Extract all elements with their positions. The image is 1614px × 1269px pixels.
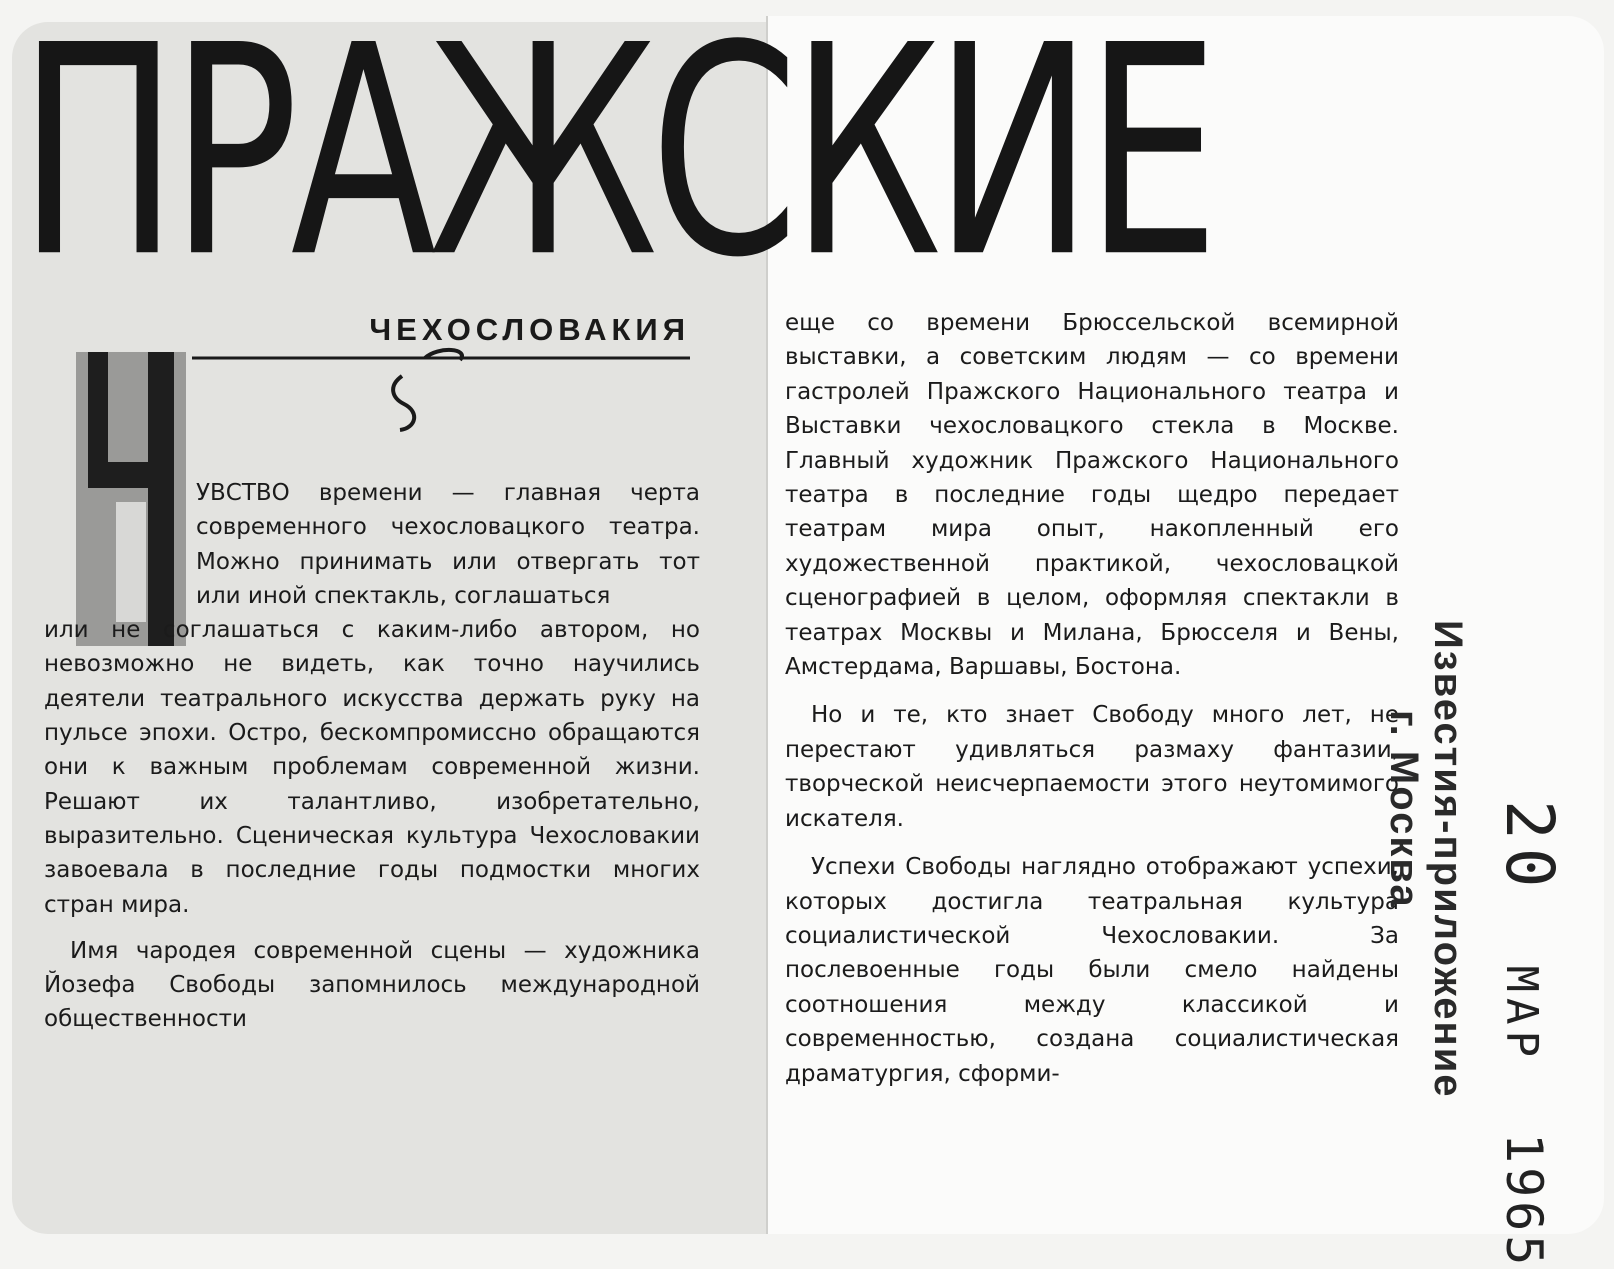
lead-paragraph-start: УВСТВО времени — главная черта современного чехословацкого театра. Можно принимать или отвергать тот или иной спектакль, соглашаться [196, 480, 700, 609]
paragraph-svoboda: Имя чародея современной сцены — художника Йозефа Свободы запомнилось международной общественности [44, 937, 700, 1033]
date-stamp [1491, 800, 1568, 1269]
date-stamp-month: МАР [1496, 965, 1547, 1063]
lead-paragraph-continuation: или не соглашаться с каким-либо автором, но невозможно не видеть, как точно научились деятели театрального искусства держать руку на пульсе эпохи. Остро, бескомпромиссно обращаются они к важным проблемам современной жизни. Решают их талантливо, изобретательно, выразительно. Сценическая культура Чехословакии завоевала в последние годы подмостки многих стран мира. [44, 617, 700, 918]
rubric-rule-ornament [170, 336, 690, 456]
paragraph-successes: Успехи Свободы наглядно отображают успехи, которых достигла театральная культура социалистической Чехословакии. За послевоенные годы были смело найдены соотношения между классикой и современностью, создана социалистическая драматургия, сформи- [785, 854, 1399, 1087]
source-stamp-publication: Известия-приложение [1426, 620, 1470, 1099]
date-stamp-day: 20 [1491, 800, 1568, 896]
date-stamp-year: 1965 [1495, 1132, 1553, 1269]
source-stamp-city: г. Москва [1382, 710, 1426, 909]
article-right-column [785, 306, 1399, 1091]
paragraph-continuation: еще со времени Брюссельской всемирной выставки, а советским людям — со времени гастролей Пражского Национального театра и Выставки чехословацкого стекла в Москве. Главный художник Пражского Национального театра в последние годы щедро передает театрам мира опыт, накопленный его художественной практикой, чехословацкой сценографией в целом, оформляя спектакли в театрах Москвы и Милана, Брюсселя и Вены, Амстердама, Варшавы, Бостона. [785, 310, 1399, 681]
rubric-label: ЧЕХОСЛОВАКИЯ [369, 312, 690, 347]
article-left-column [44, 476, 700, 1037]
headline: ПРАЖСКИЕ [18, 0, 1212, 321]
paragraph-fantasy: Но и те, кто знает Свободу много лет, не перестают удивляться размаху фантазии, творческой неисчерпаемости этого неутомимого искателя. [785, 702, 1399, 832]
source-stamp [1382, 620, 1470, 1099]
